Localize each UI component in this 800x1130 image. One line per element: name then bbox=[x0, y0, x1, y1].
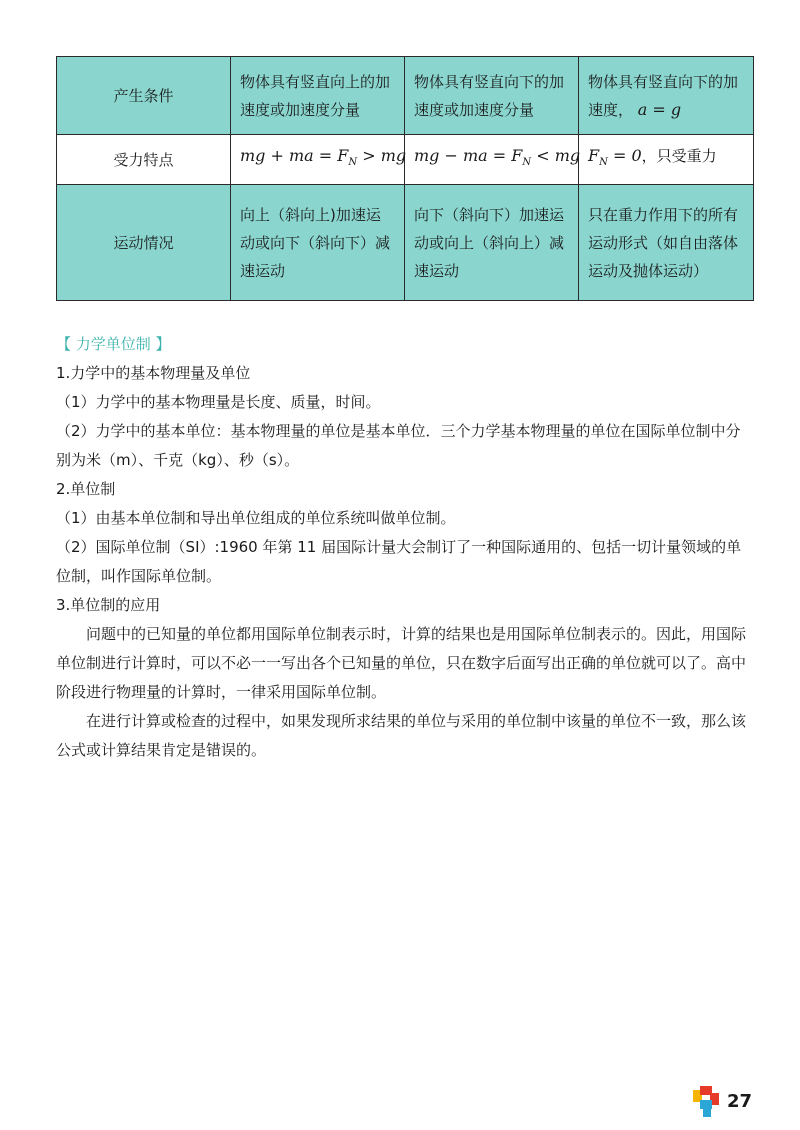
subheading-1: 1.力学中的基本物理量及单位 bbox=[56, 364, 251, 382]
cell-weightless-force bbox=[579, 135, 754, 185]
paragraph-6: 在进行计算或检查的过程中，如果发现所求结果的单位与采用的单位制中该量的单位不一致，那么该公式或计算结果肯定是错误的。 bbox=[56, 712, 747, 759]
underweight-force-formula: mg − ma = $F_N$ < mg bbox=[414, 145, 581, 169]
paragraph-2: （2）力学中的基本单位：基本物理量的单位是基本单位．三个力学基本物理量的单位在国际单位制中分别为米（m）、千克（kg）、秒（s）。 bbox=[56, 422, 741, 469]
cell-weightless-condition bbox=[579, 57, 754, 135]
paragraph-4: （2）国际单位制（SI）:1960 年第 11 届国际计量大会制订了一种国际通用的、包括一切计量领域的单位制，叫作国际单位制。 bbox=[56, 538, 742, 585]
paragraph-5: 问题中的已知量的单位都用国际单位制表示时，计算的结果也是用国际单位制表示的。因此，用国际单位制进行计算时，可以不必一一写出各个已知量的单位，只在数字后面写出正确的单位就可以了。高中阶段进行物理量的计算时，一律采用国际单位制。 bbox=[56, 625, 747, 701]
cell-weightless-motion: 只在重力作用下的所有运动形式（如自由落体运动及抛体运动） bbox=[579, 185, 754, 301]
cell-underweight-condition: 物体具有竖直向下的加速度或加速度分量 bbox=[405, 57, 579, 135]
weightless-force-formula: $F_N = 0$ bbox=[588, 145, 642, 169]
comparison-table bbox=[56, 56, 754, 301]
weightless-condition-text: 物体具有竖直向下的加速度， bbox=[588, 72, 739, 119]
row-header-force: 受力特点 bbox=[57, 135, 231, 185]
subheading-2: 2.单位制 bbox=[56, 480, 116, 498]
weightless-force-text: ，只受重力 bbox=[641, 146, 717, 165]
publisher-logo-icon bbox=[691, 1084, 721, 1118]
unit-system-section bbox=[56, 330, 753, 765]
row-header-condition: 产生条件 bbox=[57, 57, 231, 135]
cell-overweight-force bbox=[231, 135, 405, 185]
table-row bbox=[57, 135, 754, 185]
cell-underweight-force bbox=[405, 135, 579, 185]
cell-overweight-condition: 物体具有竖直向上的加速度或加速度分量 bbox=[231, 57, 405, 135]
overweight-force-formula: mg + ma = $F_N$ > mg bbox=[240, 145, 407, 169]
paragraph-1: （1）力学中的基本物理量是长度、质量，时间。 bbox=[56, 393, 381, 411]
subheading-3: 3.单位制的应用 bbox=[56, 596, 161, 614]
page-footer bbox=[691, 1084, 752, 1118]
cell-underweight-motion: 向下（斜向下）加速运动或向上（斜向上）减速运动 bbox=[405, 185, 579, 301]
page-number: 27 bbox=[726, 1090, 752, 1112]
row-header-motion: 运动情况 bbox=[57, 185, 231, 301]
section-title: 【 力学单位制 】 bbox=[56, 335, 171, 353]
table-row bbox=[57, 57, 754, 135]
table-row bbox=[57, 185, 754, 301]
paragraph-3: （1）由基本单位制和导出单位组成的单位系统叫做单位制。 bbox=[56, 509, 456, 527]
cell-overweight-motion: 向上（斜向上)加速运动或向下（斜向下）减速运动 bbox=[231, 185, 405, 301]
weightless-condition-formula: a = g bbox=[637, 99, 682, 119]
